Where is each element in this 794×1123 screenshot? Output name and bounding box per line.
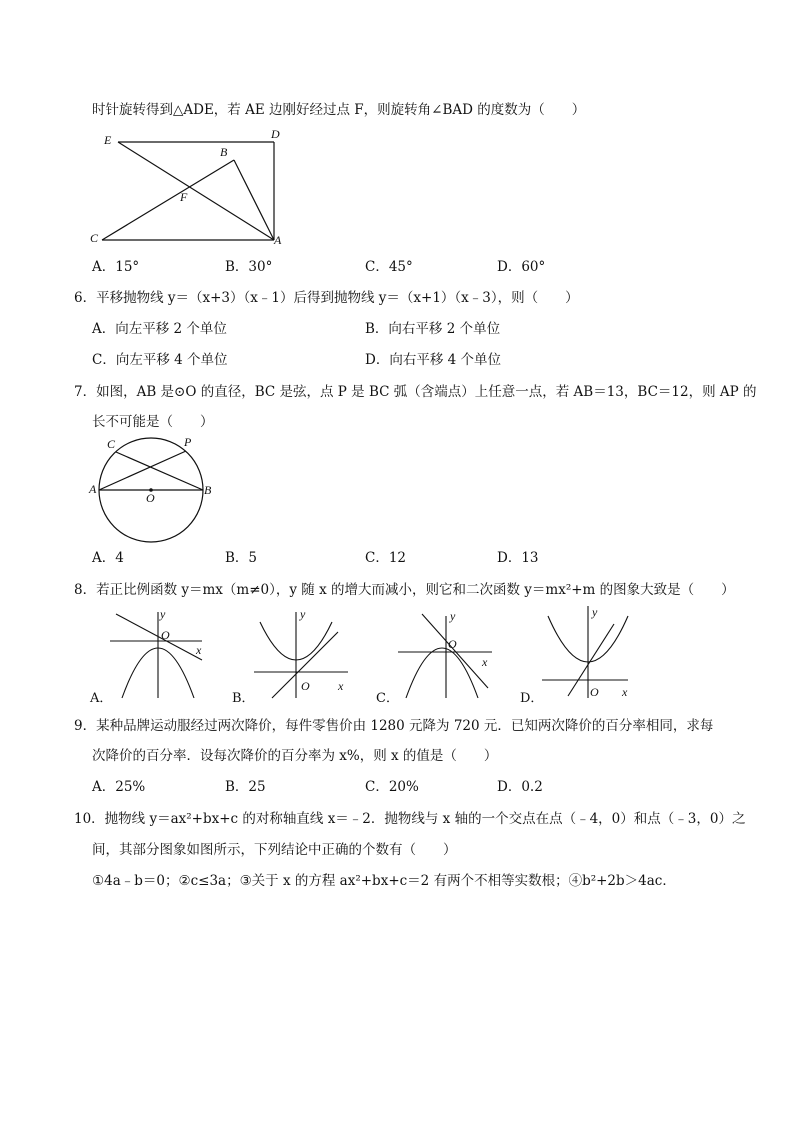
label-F: F bbox=[180, 190, 188, 204]
q8-stem: 8．若正比例函数 y＝mx（m≠0），y 随 x 的增大而减小，则它和二次函数 y＝mx²+m 的图象大致是（ ） bbox=[74, 582, 735, 598]
q9-stem-line2: 次降价的百分率．设每次降价的百分率为 x%，则 x 的值是（ ） bbox=[92, 748, 498, 764]
svg-text:x: x bbox=[482, 655, 488, 669]
q8-option-d: D． bbox=[520, 691, 544, 706]
svg-text:x: x bbox=[338, 679, 344, 693]
q8-option-c: C． bbox=[376, 691, 399, 706]
label-C: C bbox=[90, 231, 99, 245]
q7-figure bbox=[86, 434, 222, 546]
q8-graph-a bbox=[110, 608, 210, 700]
q7-option-b: B．5 bbox=[225, 550, 258, 566]
q7-stem-line1: 7．如图，AB 是⊙O 的直径，BC 是弦，点 P 是 BC 弧（含端点）上任意一点，若 AB＝13，BC＝12，则 AP 的 bbox=[74, 384, 757, 400]
q7-stem-line2: 长不可能是（ ） bbox=[92, 414, 214, 430]
q5-stem: 时针旋转得到△ADE，若 AE 边刚好经过点 F，则旋转角∠BAD 的度数为（ ） bbox=[92, 102, 586, 118]
svg-text:O: O bbox=[301, 679, 310, 693]
q6-option-c: C．向左平移 4 个单位 bbox=[92, 352, 228, 368]
q6-option-b: B．向右平移 2 个单位 bbox=[365, 321, 501, 337]
svg-text:y: y bbox=[300, 608, 306, 621]
label-E: E bbox=[104, 133, 112, 147]
label-O: O bbox=[146, 491, 155, 505]
label-B: B bbox=[220, 145, 228, 159]
q8-option-a: A． bbox=[90, 691, 113, 706]
label-B: B bbox=[204, 483, 212, 497]
q5-option-c: C．45° bbox=[365, 259, 413, 275]
q8-graph-d bbox=[542, 600, 642, 700]
q8-graph-b bbox=[254, 608, 354, 700]
label-D: D bbox=[271, 127, 280, 141]
q7-option-c: C．12 bbox=[365, 550, 407, 566]
svg-text:O: O bbox=[448, 637, 457, 651]
q9-stem-line1: 9．某种品牌运动服经过两次降价，每件零售价由 1280 元降为 720 元．已知两次降价的百分率相同，求每 bbox=[74, 718, 714, 734]
label-A: A bbox=[89, 482, 97, 496]
q5-option-a: A．15° bbox=[92, 259, 140, 275]
q6-option-a: A．向左平移 2 个单位 bbox=[92, 321, 227, 337]
q6-option-d: D．向右平移 4 个单位 bbox=[365, 352, 501, 368]
q9-option-a: A．25% bbox=[92, 779, 146, 795]
svg-text:y: y bbox=[592, 605, 598, 619]
svg-text:y: y bbox=[160, 608, 166, 621]
q8-option-b: B． bbox=[232, 691, 255, 706]
q7-option-a: A．4 bbox=[92, 550, 124, 566]
label-A: A bbox=[274, 233, 282, 247]
svg-text:O: O bbox=[161, 628, 170, 642]
q5-option-b: B．30° bbox=[225, 259, 273, 275]
q6-stem: 6．平移抛物线 y＝（x+3）（x﹣1）后得到抛物线 y＝（x+1）（x﹣3），则（ ） bbox=[74, 290, 579, 306]
q10-statements: ①4a﹣b＝0；②c≤3a；③关于 x 的方程 ax²+bx+c＝2 有两个不相等实数根；④b²+2b＞4ac． bbox=[92, 873, 676, 889]
svg-text:x: x bbox=[196, 643, 202, 657]
svg-text:x: x bbox=[622, 685, 628, 699]
q10-stem-line2: 间，其部分图象如图所示，下列结论中正确的个数有（ ） bbox=[92, 842, 457, 858]
q5-figure bbox=[86, 124, 296, 254]
q10-stem-line1: 10．抛物线 y＝ax²+bx+c 的对称轴直线 x＝﹣2．抛物线与 x 轴的一个交点在点（﹣4，0）和点（﹣3，0）之 bbox=[74, 811, 746, 827]
q5-option-d: D．60° bbox=[497, 259, 546, 275]
svg-text:y: y bbox=[450, 609, 456, 623]
q9-option-c: C．20% bbox=[365, 779, 419, 795]
q9-option-b: B．25 bbox=[225, 779, 266, 795]
svg-text:O: O bbox=[590, 685, 599, 699]
label-P: P bbox=[184, 435, 192, 449]
q8-graph-c bbox=[398, 608, 498, 700]
q7-option-d: D．13 bbox=[497, 550, 539, 566]
label-C: C bbox=[107, 437, 116, 451]
q9-option-d: D．0.2 bbox=[497, 779, 543, 795]
